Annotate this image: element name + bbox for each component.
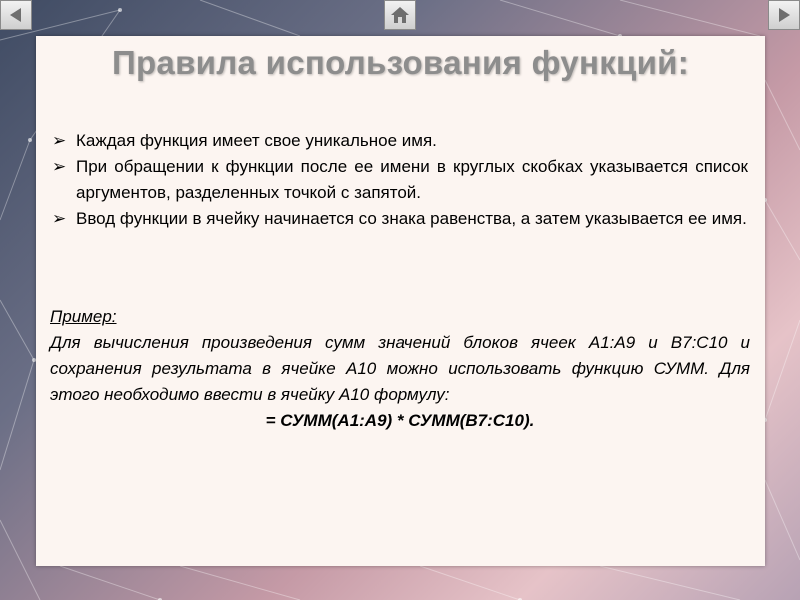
example-block — [50, 304, 750, 434]
rule-item — [52, 206, 748, 232]
rule-text: Ввод функции в ячейку начинается со знака равенства, а затем указывается ее имя. — [76, 209, 747, 228]
rule-text: Каждая функция имеет свое уникальное имя. — [76, 131, 437, 150]
example-heading: Пример: — [50, 307, 117, 326]
rule-item — [52, 154, 748, 206]
house-icon — [389, 5, 411, 25]
previous-slide-button[interactable] — [0, 0, 32, 30]
triangle-left-icon — [6, 5, 26, 25]
rule-text: При обращении к функции после ее имени в круглых скобках указывается список аргументов, разделенных точкой с запятой. — [76, 157, 748, 202]
rule-item — [52, 128, 748, 154]
triangle-right-icon — [774, 5, 794, 25]
example-formula: = СУММ(A1:A9) * СУММ(B7:C10). — [265, 411, 535, 430]
arrow-bullet-icon: ➢ — [52, 131, 67, 150]
example-text: Для вычисления произведения сумм значений блоков ячеек A1:A9 и B7:C10 и сохранения результата в ячейке A10 можно использовать функцию СУММ. Для этого необходимо ввести в ячейку A10 формулу: — [50, 333, 750, 404]
home-button[interactable] — [384, 0, 416, 30]
slide-content-area — [36, 36, 765, 566]
arrow-bullet-icon: ➢ — [52, 157, 67, 176]
rules-list — [52, 128, 748, 232]
slide-title: Правила использования функций: — [111, 44, 690, 81]
next-slide-button[interactable] — [768, 0, 800, 30]
arrow-bullet-icon: ➢ — [52, 209, 67, 228]
